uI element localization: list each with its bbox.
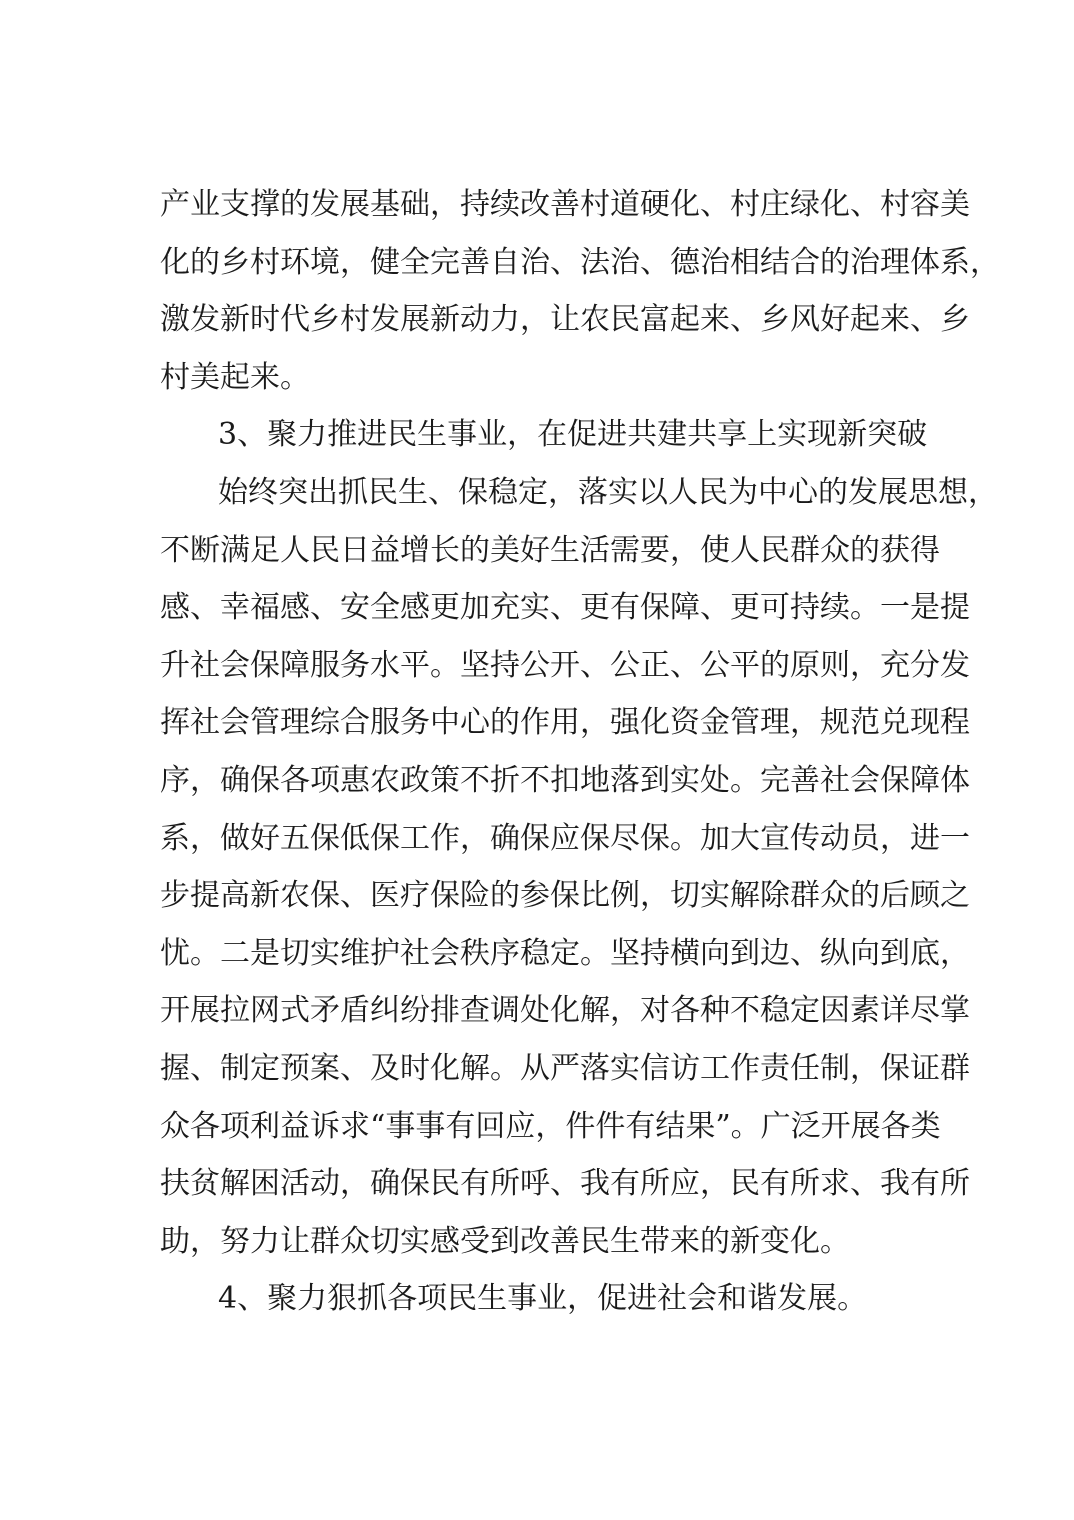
text-line: 系，做好五保低保工作，确保应保尽保。加大宣传动员，进一 bbox=[160, 820, 970, 856]
body-text bbox=[160, 176, 1000, 1328]
text-line: 助，努力让群众切实感受到改善民生带来的新变化。 bbox=[160, 1223, 850, 1259]
text-line: 序，确保各项惠农政策不折不扣地落到实处。完善社会保障体 bbox=[160, 762, 970, 798]
text-line: 始终突出抓民生、保稳定，落实以人民为中心的发展思想， bbox=[218, 474, 998, 510]
text-line: 握、制定预案、及时化解。从严落实信访工作责任制，保证群 bbox=[160, 1050, 970, 1086]
text-line: 4、聚力狠抓各项民生事业，促进社会和谐发展。 bbox=[218, 1281, 868, 1317]
text-line: 不断满足人民日益增长的美好生活需要，使人民群众的获得 bbox=[160, 532, 940, 568]
text-line: 化的乡村环境，健全完善自治、法治、德治相结合的治理体系， bbox=[160, 244, 1000, 280]
text-line: 挥社会管理综合服务中心的作用，强化资金管理，规范兑现程 bbox=[160, 705, 970, 741]
text-line: 扶贫解困活动，确保民有所呼、我有所应，民有所求、我有所 bbox=[160, 1166, 970, 1202]
text-line: 感、幸福感、安全感更加充实、更有保障、更可持续。一是提 bbox=[160, 590, 970, 626]
text-line: 村美起来。 bbox=[160, 359, 310, 395]
text-line: 开展拉网式矛盾纠纷排查调处化解，对各种不稳定因素详尽掌 bbox=[160, 993, 970, 1029]
text-line: 产业支撑的发展基础，持续改善村道硬化、村庄绿化、村容美 bbox=[160, 187, 970, 222]
text-line: 步提高新农保、医疗保险的参保比例，切实解除群众的后顾之 bbox=[160, 878, 970, 914]
text-line: 忧。二是切实维护社会秩序稳定。坚持横向到边、纵向到底， bbox=[160, 935, 970, 971]
text-line: 激发新时代乡村发展新动力，让农民富起来、乡风好起来、乡 bbox=[160, 302, 970, 338]
text-line: 众各项利益诉求“事事有回应，件件有结果”。广泛开展各类 bbox=[160, 1108, 941, 1144]
text-line: 3、聚力推进民生事业，在促进共建共享上实现新突破 bbox=[218, 417, 928, 453]
text-line: 升社会保障服务水平。坚持公开、公正、公平的原则，充分发 bbox=[160, 647, 970, 683]
